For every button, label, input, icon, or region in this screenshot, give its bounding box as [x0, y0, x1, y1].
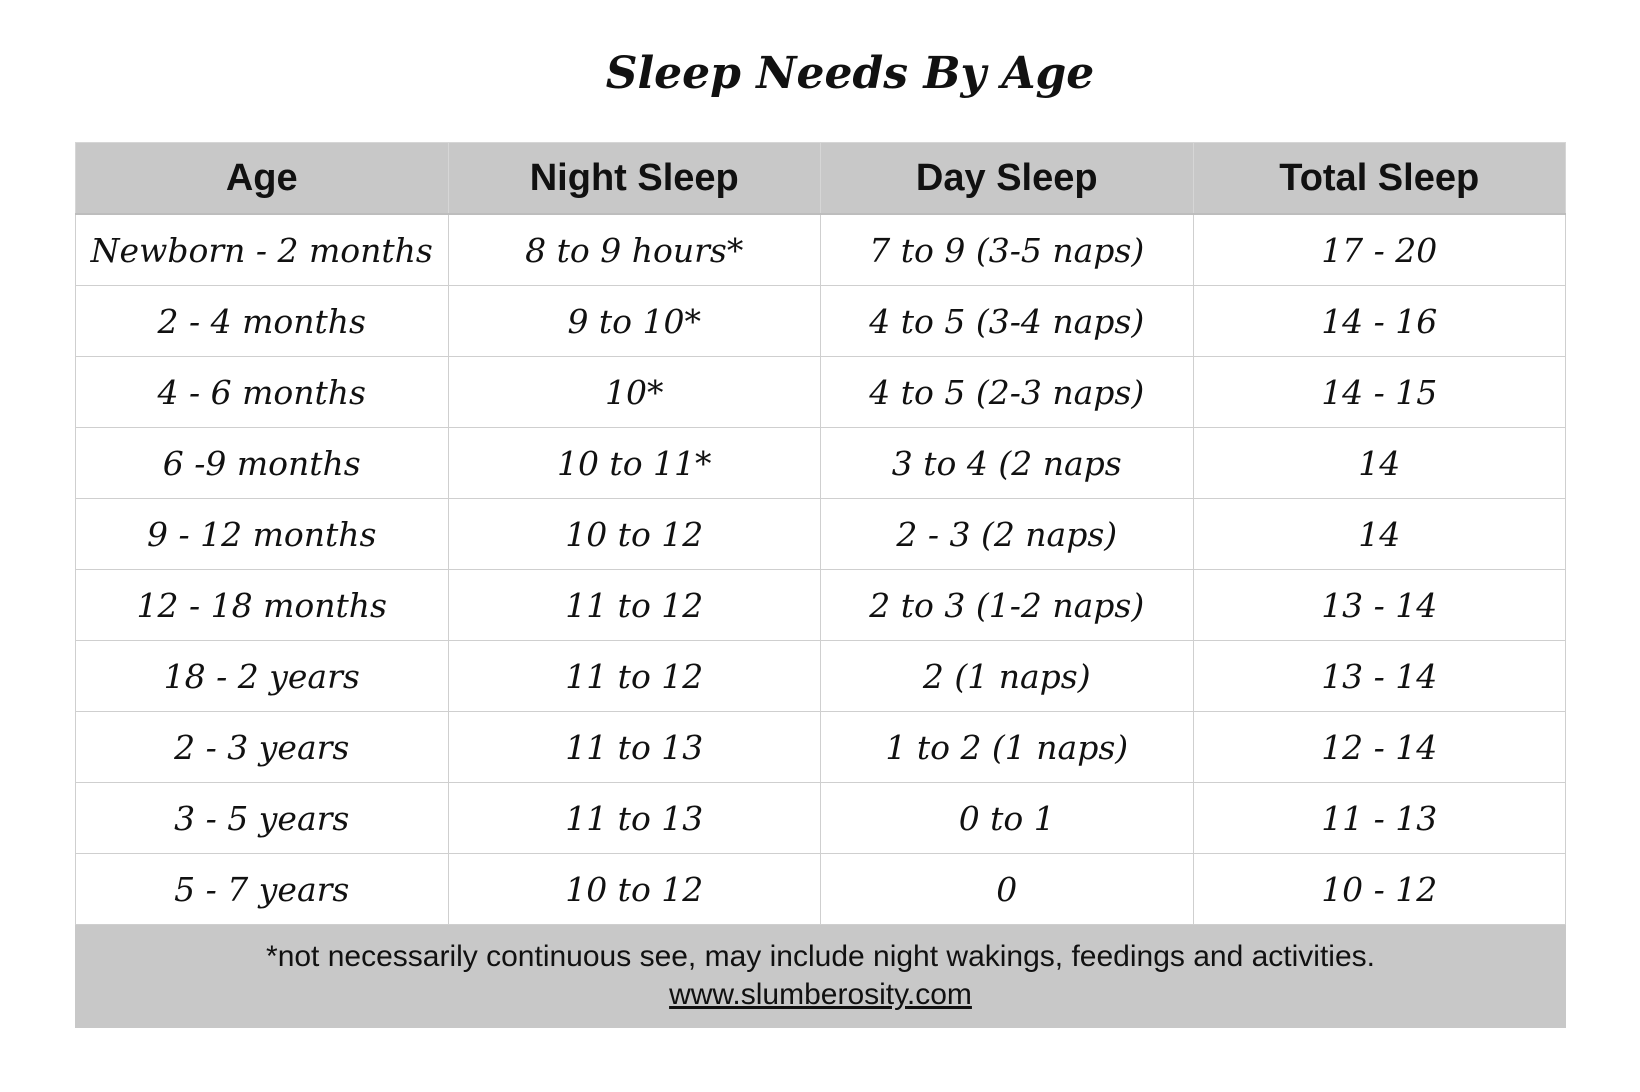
day-sleep-cell: 2 to 3 (1-2 naps)	[821, 570, 1194, 641]
sleep-needs-table	[75, 142, 1566, 1028]
night-sleep-cell: 10 to 11*	[448, 428, 821, 499]
table-row	[76, 499, 1566, 570]
night-sleep-cell: 11 to 12	[448, 641, 821, 712]
total-sleep-cell: 17 - 20	[1193, 214, 1566, 286]
age-cell: 5 - 7 years	[76, 854, 449, 925]
age-cell: 4 - 6 months	[76, 357, 449, 428]
table-row	[76, 854, 1566, 925]
total-sleep-cell: 14	[1193, 428, 1566, 499]
night-sleep-cell: 11 to 13	[448, 783, 821, 854]
total-sleep-cell: 12 - 14	[1193, 712, 1566, 783]
night-sleep-cell: 11 to 13	[448, 712, 821, 783]
night-sleep-cell: 10 to 12	[448, 499, 821, 570]
table-row	[76, 570, 1566, 641]
page-title: Sleep Needs By Age	[605, 48, 1095, 99]
total-sleep-cell: 14	[1193, 499, 1566, 570]
age-cell: 2 - 4 months	[76, 286, 449, 357]
night-sleep-cell: 8 to 9 hours*	[448, 214, 821, 286]
table-row	[76, 214, 1566, 286]
total-sleep-cell: 13 - 14	[1193, 641, 1566, 712]
age-cell: 6 -9 months	[76, 428, 449, 499]
day-sleep-cell: 3 to 4 (2 naps	[821, 428, 1194, 499]
day-sleep-cell: 1 to 2 (1 naps)	[821, 712, 1194, 783]
night-sleep-cell: 11 to 12	[448, 570, 821, 641]
total-sleep-cell: 11 - 13	[1193, 783, 1566, 854]
day-sleep-cell: 4 to 5 (3-4 naps)	[821, 286, 1194, 357]
table-row	[76, 428, 1566, 499]
table-row	[76, 783, 1566, 854]
column-header-total-sleep: Total Sleep	[1193, 143, 1566, 215]
footnote-row	[76, 925, 1566, 1028]
day-sleep-cell: 0	[821, 854, 1194, 925]
total-sleep-cell: 14 - 15	[1193, 357, 1566, 428]
total-sleep-cell: 14 - 16	[1193, 286, 1566, 357]
website-link[interactable]: www.slumberosity.com	[669, 978, 972, 1011]
night-sleep-cell: 9 to 10*	[448, 286, 821, 357]
table-row	[76, 641, 1566, 712]
table-row	[76, 286, 1566, 357]
day-sleep-cell: 4 to 5 (2-3 naps)	[821, 357, 1194, 428]
column-header-night-sleep: Night Sleep	[448, 143, 821, 215]
total-sleep-cell: 10 - 12	[1193, 854, 1566, 925]
day-sleep-cell: 2 - 3 (2 naps)	[821, 499, 1194, 570]
age-cell: 12 - 18 months	[76, 570, 449, 641]
age-cell: 2 - 3 years	[76, 712, 449, 783]
footnote-text: *not necessarily continuous see, may include night wakings, feedings and activities.	[266, 940, 1375, 973]
day-sleep-cell: 2 (1 naps)	[821, 641, 1194, 712]
total-sleep-cell: 13 - 14	[1193, 570, 1566, 641]
table-header-row	[76, 143, 1566, 215]
day-sleep-cell: 7 to 9 (3-5 naps)	[821, 214, 1194, 286]
age-cell: 9 - 12 months	[76, 499, 449, 570]
age-cell: 3 - 5 years	[76, 783, 449, 854]
night-sleep-cell: 10*	[448, 357, 821, 428]
column-header-day-sleep: Day Sleep	[821, 143, 1194, 215]
table-row	[76, 357, 1566, 428]
table-row	[76, 712, 1566, 783]
age-cell: Newborn - 2 months	[76, 214, 449, 286]
night-sleep-cell: 10 to 12	[448, 854, 821, 925]
day-sleep-cell: 0 to 1	[821, 783, 1194, 854]
column-header-age: Age	[76, 143, 449, 215]
footnote-cell	[76, 925, 1566, 1028]
age-cell: 18 - 2 years	[76, 641, 449, 712]
